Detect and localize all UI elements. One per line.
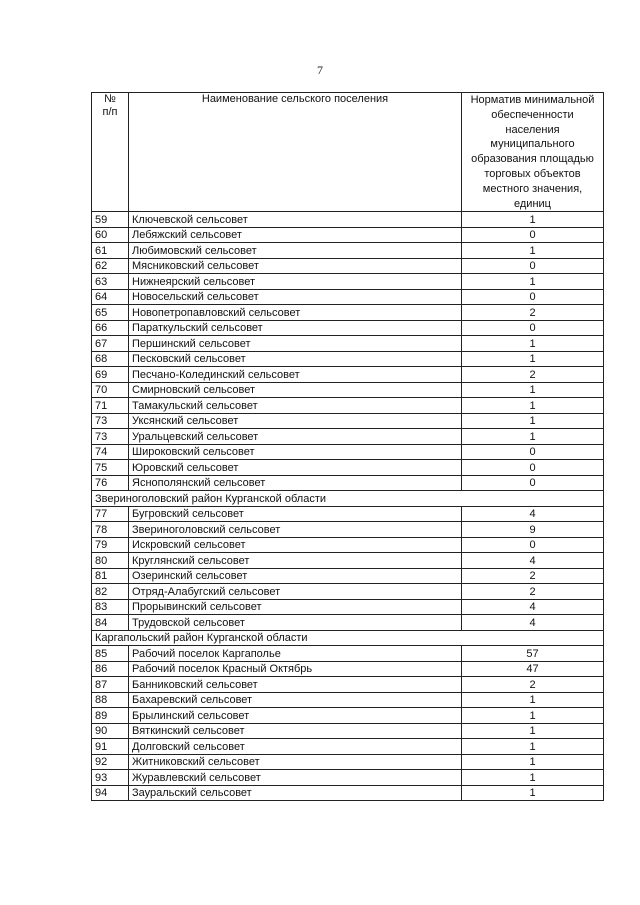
table-row	[92, 692, 604, 708]
norm-value: 47	[462, 661, 604, 677]
norm-value: 4	[462, 506, 604, 522]
row-number: 68	[92, 351, 129, 367]
norm-value: 1	[462, 723, 604, 739]
norm-value: 1	[462, 708, 604, 724]
settlement-name: Тамакульский сельсовет	[129, 398, 462, 414]
table-body	[92, 212, 604, 801]
norm-value: 1	[462, 429, 604, 445]
norm-value: 1	[462, 692, 604, 708]
norm-value: 1	[462, 351, 604, 367]
row-number: 87	[92, 677, 129, 693]
row-number: 67	[92, 336, 129, 352]
settlement-name: Прорывинский сельсовет	[129, 599, 462, 615]
table-row	[92, 444, 604, 460]
table-row	[92, 584, 604, 600]
norm-value: 57	[462, 646, 604, 662]
norm-value: 1	[462, 739, 604, 755]
table-row	[92, 770, 604, 786]
table-row	[92, 785, 604, 801]
row-number: 64	[92, 289, 129, 305]
settlement-name: Першинский сельсовет	[129, 336, 462, 352]
table-row	[92, 522, 604, 538]
table-row	[92, 351, 604, 367]
row-number: 65	[92, 305, 129, 321]
table-row	[92, 429, 604, 445]
settlement-name: Долговский сельсовет	[129, 739, 462, 755]
table-row	[92, 382, 604, 398]
row-number: 89	[92, 708, 129, 724]
norm-value: 1	[462, 212, 604, 228]
norm-value: 4	[462, 615, 604, 631]
settlement-name: Круглянский сельсовет	[129, 553, 462, 569]
settlement-name: Искровский сельсовет	[129, 537, 462, 553]
row-number: 91	[92, 739, 129, 755]
settlement-name: Параткульский сельсовет	[129, 320, 462, 336]
header-number	[92, 93, 129, 212]
norm-value: 1	[462, 785, 604, 801]
norm-value: 0	[462, 537, 604, 553]
row-number: 71	[92, 398, 129, 414]
table-row	[92, 537, 604, 553]
table-row	[92, 320, 604, 336]
norm-value: 0	[462, 227, 604, 243]
row-number: 78	[92, 522, 129, 538]
header-name: Наименование сельского поселения	[129, 93, 462, 212]
settlement-name: Озеринский сельсовет	[129, 568, 462, 584]
settlement-name: Юровский сельсовет	[129, 460, 462, 476]
settlement-name: Песчано-Колединский сельсовет	[129, 367, 462, 383]
table-row	[92, 677, 604, 693]
row-number: 82	[92, 584, 129, 600]
table-row	[92, 723, 604, 739]
table-row	[92, 258, 604, 274]
row-number: 94	[92, 785, 129, 801]
norm-value: 9	[462, 522, 604, 538]
row-number: 84	[92, 615, 129, 631]
table-row	[92, 708, 604, 724]
settlement-name: Рабочий поселок Красный Октябрь	[129, 661, 462, 677]
settlement-name: Вяткинский сельсовет	[129, 723, 462, 739]
table-row	[92, 475, 604, 491]
section-row	[92, 491, 604, 507]
norm-value: 2	[462, 677, 604, 693]
norm-value: 1	[462, 413, 604, 429]
settlement-name: Житниковский сельсовет	[129, 754, 462, 770]
settlement-name: Брылинский сельсовет	[129, 708, 462, 724]
table-row	[92, 646, 604, 662]
norm-value: 0	[462, 460, 604, 476]
row-number: 88	[92, 692, 129, 708]
norm-value: 0	[462, 444, 604, 460]
settlement-name: Широковский сельсовет	[129, 444, 462, 460]
table-row	[92, 274, 604, 290]
row-number: 90	[92, 723, 129, 739]
norm-value: 2	[462, 367, 604, 383]
table-row	[92, 367, 604, 383]
settlement-name: Ключевской сельсовет	[129, 212, 462, 228]
row-number: 69	[92, 367, 129, 383]
section-title: Каргапольский район Курганской области	[92, 630, 604, 646]
page-number: 7	[317, 63, 323, 77]
norm-value: 1	[462, 398, 604, 414]
header-value: Норматив минимальной обеспеченности населения муниципального образования площадью торговых объектов местного значения, единиц	[462, 93, 604, 212]
norms-table	[91, 92, 604, 801]
table-row	[92, 413, 604, 429]
row-number: 92	[92, 754, 129, 770]
settlement-name: Смирновский сельсовет	[129, 382, 462, 398]
norm-value: 2	[462, 568, 604, 584]
settlement-name: Лебяжский сельсовет	[129, 227, 462, 243]
row-number: 59	[92, 212, 129, 228]
row-number: 75	[92, 460, 129, 476]
table-row	[92, 553, 604, 569]
settlement-name: Бугровский сельсовет	[129, 506, 462, 522]
norm-value: 1	[462, 754, 604, 770]
settlement-name: Уксянский сельсовет	[129, 413, 462, 429]
settlement-name: Зауральский сельсовет	[129, 785, 462, 801]
settlement-name: Банниковский сельсовет	[129, 677, 462, 693]
settlement-name: Новосельский сельсовет	[129, 289, 462, 305]
norm-value: 0	[462, 320, 604, 336]
settlement-name: Отряд-Алабугский сельсовет	[129, 584, 462, 600]
row-number: 81	[92, 568, 129, 584]
row-number: 77	[92, 506, 129, 522]
norm-value: 2	[462, 305, 604, 321]
norm-value: 1	[462, 382, 604, 398]
table-header-row	[92, 93, 604, 212]
row-number: 76	[92, 475, 129, 491]
table-row	[92, 305, 604, 321]
settlement-name: Бахаревский сельсовет	[129, 692, 462, 708]
settlement-name: Нижнеярский сельсовет	[129, 274, 462, 290]
row-number: 60	[92, 227, 129, 243]
row-number: 61	[92, 243, 129, 259]
row-number: 79	[92, 537, 129, 553]
settlement-name: Мясниковский сельсовет	[129, 258, 462, 274]
norm-value: 1	[462, 770, 604, 786]
norm-value: 4	[462, 553, 604, 569]
settlement-name: Новопетропавловский сельсовет	[129, 305, 462, 321]
row-number: 66	[92, 320, 129, 336]
norm-value: 1	[462, 243, 604, 259]
settlement-name: Рабочий поселок Каргаполье	[129, 646, 462, 662]
header-number-label: № п/п	[102, 93, 118, 118]
table-row	[92, 615, 604, 631]
table-row	[92, 289, 604, 305]
table-row	[92, 460, 604, 476]
section-title: Звериноголовский район Курганской области	[92, 491, 604, 507]
norm-value: 1	[462, 336, 604, 352]
table-row	[92, 739, 604, 755]
row-number: 74	[92, 444, 129, 460]
norm-value: 0	[462, 258, 604, 274]
row-number: 80	[92, 553, 129, 569]
row-number: 93	[92, 770, 129, 786]
row-number: 73	[92, 413, 129, 429]
table-row	[92, 568, 604, 584]
norm-value: 4	[462, 599, 604, 615]
section-row	[92, 630, 604, 646]
row-number: 85	[92, 646, 129, 662]
settlement-name: Яснополянский сельсовет	[129, 475, 462, 491]
norm-value: 0	[462, 475, 604, 491]
settlement-name: Любимовский сельсовет	[129, 243, 462, 259]
norm-value: 0	[462, 289, 604, 305]
row-number: 62	[92, 258, 129, 274]
row-number: 73	[92, 429, 129, 445]
table-row	[92, 212, 604, 228]
table-row	[92, 227, 604, 243]
settlement-name: Журавлевский сельсовет	[129, 770, 462, 786]
row-number: 63	[92, 274, 129, 290]
table-row	[92, 506, 604, 522]
settlement-name: Звериноголовский сельсовет	[129, 522, 462, 538]
row-number: 70	[92, 382, 129, 398]
row-number: 83	[92, 599, 129, 615]
norm-value: 1	[462, 274, 604, 290]
table-row	[92, 336, 604, 352]
table-row	[92, 398, 604, 414]
settlement-name: Трудовской сельсовет	[129, 615, 462, 631]
row-number: 86	[92, 661, 129, 677]
settlement-name: Песковский сельсовет	[129, 351, 462, 367]
settlement-name: Уральцевский сельсовет	[129, 429, 462, 445]
norm-value: 2	[462, 584, 604, 600]
table-row	[92, 754, 604, 770]
table-row	[92, 661, 604, 677]
table-row	[92, 243, 604, 259]
table-row	[92, 599, 604, 615]
